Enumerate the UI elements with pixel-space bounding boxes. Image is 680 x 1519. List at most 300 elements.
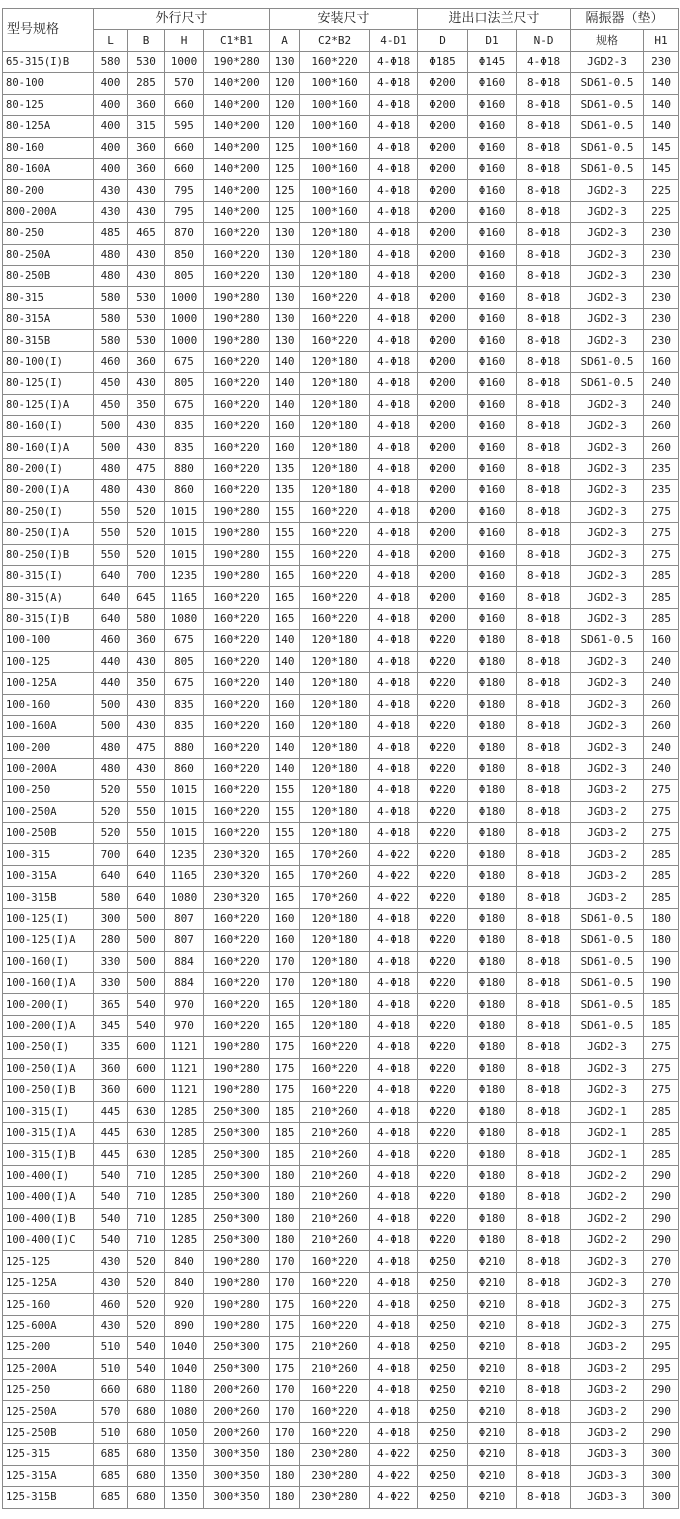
table-row xyxy=(3,801,679,822)
cell-c2b2: 230*280 xyxy=(300,1444,370,1465)
cell-4d1: 4-Φ18 xyxy=(370,137,418,158)
cell-model: 80-160A xyxy=(3,158,94,179)
cell-c1b1: 300*350 xyxy=(204,1465,270,1486)
cell-d1: Φ160 xyxy=(468,565,517,586)
cell-4d1: 4-Φ18 xyxy=(370,908,418,929)
cell-c2b2: 120*180 xyxy=(300,780,370,801)
cell-l: 345 xyxy=(94,1015,128,1036)
cell-spec: JGD2-3 xyxy=(571,458,644,479)
cell-model: 100-400(I) xyxy=(3,1165,94,1186)
cell-nd: 8-Φ18 xyxy=(517,887,571,908)
cell-4d1: 4-Φ18 xyxy=(370,994,418,1015)
cell-c1b1: 230*320 xyxy=(204,887,270,908)
table-row xyxy=(3,951,679,972)
cell-spec: SD61-0.5 xyxy=(571,1015,644,1036)
cell-model: 80-100(I) xyxy=(3,351,94,372)
cell-c2b2: 160*220 xyxy=(300,565,370,586)
cell-c1b1: 190*280 xyxy=(204,287,270,308)
cell-model: 125-250 xyxy=(3,1380,94,1401)
cell-nd: 8-Φ18 xyxy=(517,373,571,394)
cell-d1: Φ180 xyxy=(468,1101,517,1122)
cell-4d1: 4-Φ18 xyxy=(370,394,418,415)
cell-l: 460 xyxy=(94,630,128,651)
cell-c2b2: 210*260 xyxy=(300,1208,370,1229)
cell-d: Φ200 xyxy=(418,587,468,608)
cell-nd: 8-Φ18 xyxy=(517,651,571,672)
cell-d1: Φ180 xyxy=(468,1015,517,1036)
cell-4d1: 4-Φ22 xyxy=(370,865,418,886)
cell-a: 165 xyxy=(270,887,300,908)
cell-spec: JGD2-1 xyxy=(571,1144,644,1165)
cell-h1: 275 xyxy=(644,1037,679,1058)
cell-4d1: 4-Φ18 xyxy=(370,1208,418,1229)
cell-c1b1: 160*220 xyxy=(204,972,270,993)
cell-c2b2: 120*180 xyxy=(300,737,370,758)
cell-l: 685 xyxy=(94,1444,128,1465)
cell-spec: JGD2-3 xyxy=(571,737,644,758)
cell-d: Φ220 xyxy=(418,780,468,801)
cell-h: 1121 xyxy=(165,1058,204,1079)
table-row xyxy=(3,1294,679,1315)
cell-d: Φ250 xyxy=(418,1315,468,1336)
cell-b: 530 xyxy=(128,308,165,329)
cell-4d1: 4-Φ18 xyxy=(370,1315,418,1336)
cell-c2b2: 120*180 xyxy=(300,394,370,415)
cell-b: 500 xyxy=(128,951,165,972)
cell-d: Φ220 xyxy=(418,1058,468,1079)
cell-4d1: 4-Φ18 xyxy=(370,266,418,287)
cell-4d1: 4-Φ18 xyxy=(370,972,418,993)
table-row xyxy=(3,673,679,694)
cell-h: 1050 xyxy=(165,1422,204,1443)
cell-b: 630 xyxy=(128,1122,165,1143)
cell-4d1: 4-Φ18 xyxy=(370,1101,418,1122)
cell-4d1: 4-Φ18 xyxy=(370,737,418,758)
cell-a: 170 xyxy=(270,1401,300,1422)
cell-model: 80-160(I) xyxy=(3,416,94,437)
cell-4d1: 4-Φ18 xyxy=(370,1230,418,1251)
cell-b: 430 xyxy=(128,480,165,501)
cell-c1b1: 200*260 xyxy=(204,1401,270,1422)
table-row xyxy=(3,1401,679,1422)
cell-d: Φ200 xyxy=(418,180,468,201)
cell-c1b1: 160*220 xyxy=(204,673,270,694)
cell-a: 120 xyxy=(270,73,300,94)
cell-4d1: 4-Φ18 xyxy=(370,1037,418,1058)
cell-d1: Φ180 xyxy=(468,758,517,779)
cell-b: 430 xyxy=(128,758,165,779)
cell-4d1: 4-Φ18 xyxy=(370,951,418,972)
cell-h1: 140 xyxy=(644,73,679,94)
cell-h1: 275 xyxy=(644,1315,679,1336)
header-col-l: L xyxy=(94,30,128,51)
cell-nd: 8-Φ18 xyxy=(517,844,571,865)
cell-h: 1015 xyxy=(165,523,204,544)
cell-h1: 240 xyxy=(644,373,679,394)
cell-h1: 260 xyxy=(644,694,679,715)
cell-model: 80-200(I) xyxy=(3,458,94,479)
cell-l: 640 xyxy=(94,565,128,586)
cell-d1: Φ160 xyxy=(468,480,517,501)
cell-c2b2: 120*180 xyxy=(300,416,370,437)
cell-l: 580 xyxy=(94,287,128,308)
cell-h1: 180 xyxy=(644,930,679,951)
cell-d1: Φ180 xyxy=(468,630,517,651)
cell-c2b2: 120*180 xyxy=(300,651,370,672)
cell-d1: Φ210 xyxy=(468,1380,517,1401)
cell-spec: JGD3-3 xyxy=(571,1487,644,1508)
cell-d1: Φ160 xyxy=(468,137,517,158)
cell-d: Φ250 xyxy=(418,1272,468,1293)
table-row xyxy=(3,1144,679,1165)
cell-b: 285 xyxy=(128,73,165,94)
cell-h1: 160 xyxy=(644,630,679,651)
cell-4d1: 4-Φ18 xyxy=(370,1080,418,1101)
cell-a: 130 xyxy=(270,330,300,351)
cell-d: Φ220 xyxy=(418,887,468,908)
cell-c1b1: 190*280 xyxy=(204,501,270,522)
table-row xyxy=(3,844,679,865)
cell-l: 500 xyxy=(94,416,128,437)
cell-spec: JGD2-3 xyxy=(571,715,644,736)
cell-b: 520 xyxy=(128,1294,165,1315)
header-col-4d1: 4-D1 xyxy=(370,30,418,51)
cell-model: 125-250A xyxy=(3,1401,94,1422)
cell-d1: Φ210 xyxy=(468,1487,517,1508)
cell-h: 870 xyxy=(165,223,204,244)
cell-h: 840 xyxy=(165,1272,204,1293)
cell-c2b2: 210*260 xyxy=(300,1101,370,1122)
cell-nd: 8-Φ18 xyxy=(517,608,571,629)
cell-nd: 8-Φ18 xyxy=(517,330,571,351)
cell-a: 170 xyxy=(270,1422,300,1443)
cell-d: Φ220 xyxy=(418,1165,468,1186)
cell-a: 155 xyxy=(270,780,300,801)
cell-a: 130 xyxy=(270,51,300,72)
cell-b: 540 xyxy=(128,1015,165,1036)
cell-c1b1: 250*300 xyxy=(204,1165,270,1186)
cell-d: Φ250 xyxy=(418,1465,468,1486)
cell-d: Φ200 xyxy=(418,116,468,137)
cell-c2b2: 120*180 xyxy=(300,930,370,951)
cell-c1b1: 140*200 xyxy=(204,94,270,115)
cell-model: 100-125(I) xyxy=(3,908,94,929)
cell-d: Φ220 xyxy=(418,972,468,993)
cell-d1: Φ180 xyxy=(468,844,517,865)
cell-4d1: 4-Φ18 xyxy=(370,608,418,629)
cell-c2b2: 230*280 xyxy=(300,1465,370,1486)
cell-c2b2: 120*180 xyxy=(300,908,370,929)
cell-d: Φ200 xyxy=(418,201,468,222)
cell-a: 180 xyxy=(270,1444,300,1465)
cell-l: 450 xyxy=(94,394,128,415)
cell-h1: 230 xyxy=(644,287,679,308)
cell-4d1: 4-Φ18 xyxy=(370,480,418,501)
cell-4d1: 4-Φ18 xyxy=(370,673,418,694)
cell-d1: Φ160 xyxy=(468,351,517,372)
cell-a: 155 xyxy=(270,501,300,522)
cell-4d1: 4-Φ22 xyxy=(370,1444,418,1465)
cell-d: Φ200 xyxy=(418,480,468,501)
cell-c2b2: 160*220 xyxy=(300,1251,370,1272)
table-row xyxy=(3,1444,679,1465)
cell-nd: 8-Φ18 xyxy=(517,223,571,244)
cell-c1b1: 160*220 xyxy=(204,994,270,1015)
cell-c1b1: 190*280 xyxy=(204,1294,270,1315)
cell-l: 440 xyxy=(94,673,128,694)
cell-c1b1: 160*220 xyxy=(204,823,270,844)
cell-l: 640 xyxy=(94,865,128,886)
cell-a: 135 xyxy=(270,480,300,501)
cell-4d1: 4-Φ18 xyxy=(370,758,418,779)
cell-spec: JGD2-3 xyxy=(571,608,644,629)
header-col-a: A xyxy=(270,30,300,51)
cell-spec: JGD3-2 xyxy=(571,780,644,801)
cell-d1: Φ160 xyxy=(468,458,517,479)
cell-nd: 8-Φ18 xyxy=(517,180,571,201)
cell-c1b1: 250*300 xyxy=(204,1230,270,1251)
cell-h: 970 xyxy=(165,1015,204,1036)
cell-d1: Φ180 xyxy=(468,972,517,993)
cell-l: 640 xyxy=(94,608,128,629)
cell-c1b1: 190*280 xyxy=(204,1315,270,1336)
cell-a: 120 xyxy=(270,116,300,137)
cell-nd: 8-Φ18 xyxy=(517,951,571,972)
cell-b: 530 xyxy=(128,51,165,72)
cell-h: 807 xyxy=(165,908,204,929)
cell-b: 360 xyxy=(128,94,165,115)
cell-a: 185 xyxy=(270,1122,300,1143)
cell-h: 1080 xyxy=(165,608,204,629)
cell-b: 645 xyxy=(128,587,165,608)
cell-h1: 235 xyxy=(644,480,679,501)
cell-model: 80-315A xyxy=(3,308,94,329)
cell-h: 850 xyxy=(165,244,204,265)
cell-spec: JGD2-2 xyxy=(571,1165,644,1186)
cell-a: 140 xyxy=(270,351,300,372)
cell-c2b2: 210*260 xyxy=(300,1122,370,1143)
cell-h1: 145 xyxy=(644,137,679,158)
cell-l: 430 xyxy=(94,1272,128,1293)
cell-d1: Φ180 xyxy=(468,715,517,736)
table-row xyxy=(3,1337,679,1358)
cell-spec: JGD2-3 xyxy=(571,758,644,779)
cell-d1: Φ160 xyxy=(468,201,517,222)
cell-d1: Φ145 xyxy=(468,51,517,72)
table-row xyxy=(3,715,679,736)
cell-d: Φ220 xyxy=(418,694,468,715)
cell-l: 580 xyxy=(94,51,128,72)
cell-l: 365 xyxy=(94,994,128,1015)
cell-model: 80-200(I)A xyxy=(3,480,94,501)
table-row xyxy=(3,1315,679,1336)
cell-a: 160 xyxy=(270,930,300,951)
cell-d1: Φ160 xyxy=(468,158,517,179)
cell-l: 500 xyxy=(94,694,128,715)
cell-l: 540 xyxy=(94,1165,128,1186)
cell-model: 80-315(I)B xyxy=(3,608,94,629)
cell-d: Φ250 xyxy=(418,1380,468,1401)
table-row xyxy=(3,1165,679,1186)
cell-spec: JGD2-3 xyxy=(571,1272,644,1293)
table-row xyxy=(3,565,679,586)
cell-h1: 290 xyxy=(644,1230,679,1251)
cell-d: Φ200 xyxy=(418,287,468,308)
cell-h1: 180 xyxy=(644,908,679,929)
cell-b: 360 xyxy=(128,630,165,651)
cell-d: Φ250 xyxy=(418,1251,468,1272)
cell-h: 1040 xyxy=(165,1337,204,1358)
cell-c2b2: 120*180 xyxy=(300,351,370,372)
cell-h1: 290 xyxy=(644,1380,679,1401)
cell-4d1: 4-Φ18 xyxy=(370,116,418,137)
cell-h1: 145 xyxy=(644,158,679,179)
table-row xyxy=(3,887,679,908)
cell-model: 80-125 xyxy=(3,94,94,115)
table-row xyxy=(3,1015,679,1036)
cell-nd: 8-Φ18 xyxy=(517,351,571,372)
cell-4d1: 4-Φ22 xyxy=(370,1487,418,1508)
cell-h1: 285 xyxy=(644,608,679,629)
cell-l: 450 xyxy=(94,373,128,394)
cell-c2b2: 170*260 xyxy=(300,887,370,908)
header-col-spec: 规格 xyxy=(571,30,644,51)
cell-d: Φ220 xyxy=(418,1122,468,1143)
cell-h1: 275 xyxy=(644,1080,679,1101)
cell-d: Φ220 xyxy=(418,951,468,972)
cell-h: 1015 xyxy=(165,544,204,565)
cell-h1: 225 xyxy=(644,180,679,201)
cell-spec: JGD2-3 xyxy=(571,1294,644,1315)
cell-h1: 300 xyxy=(644,1487,679,1508)
cell-spec: JGD2-3 xyxy=(571,266,644,287)
cell-model: 100-400(I)A xyxy=(3,1187,94,1208)
cell-b: 520 xyxy=(128,1251,165,1272)
cell-b: 360 xyxy=(128,351,165,372)
cell-a: 165 xyxy=(270,1015,300,1036)
cell-nd: 8-Φ18 xyxy=(517,158,571,179)
cell-spec: JGD2-2 xyxy=(571,1208,644,1229)
cell-b: 580 xyxy=(128,608,165,629)
cell-4d1: 4-Φ18 xyxy=(370,523,418,544)
cell-c1b1: 160*220 xyxy=(204,951,270,972)
cell-c2b2: 120*180 xyxy=(300,673,370,694)
cell-b: 430 xyxy=(128,244,165,265)
cell-d: Φ200 xyxy=(418,544,468,565)
cell-c1b1: 160*220 xyxy=(204,373,270,394)
cell-spec: JGD2-3 xyxy=(571,565,644,586)
cell-nd: 8-Φ18 xyxy=(517,416,571,437)
table-row xyxy=(3,930,679,951)
cell-model: 80-200 xyxy=(3,180,94,201)
cell-d1: Φ180 xyxy=(468,694,517,715)
cell-nd: 8-Φ18 xyxy=(517,308,571,329)
cell-c2b2: 210*260 xyxy=(300,1358,370,1379)
cell-d: Φ220 xyxy=(418,1015,468,1036)
cell-l: 500 xyxy=(94,715,128,736)
cell-a: 130 xyxy=(270,244,300,265)
cell-spec: SD61-0.5 xyxy=(571,73,644,94)
cell-spec: JGD2-3 xyxy=(571,201,644,222)
cell-h1: 275 xyxy=(644,780,679,801)
cell-nd: 8-Φ18 xyxy=(517,930,571,951)
cell-spec: JGD2-2 xyxy=(571,1187,644,1208)
cell-c2b2: 120*180 xyxy=(300,801,370,822)
header-col-d1: D1 xyxy=(468,30,517,51)
cell-h: 835 xyxy=(165,715,204,736)
cell-c1b1: 250*300 xyxy=(204,1208,270,1229)
cell-h1: 285 xyxy=(644,1122,679,1143)
cell-nd: 8-Φ18 xyxy=(517,1337,571,1358)
cell-l: 520 xyxy=(94,823,128,844)
cell-b: 350 xyxy=(128,673,165,694)
cell-b: 430 xyxy=(128,694,165,715)
cell-h: 1285 xyxy=(165,1165,204,1186)
cell-l: 480 xyxy=(94,480,128,501)
cell-4d1: 4-Φ18 xyxy=(370,1401,418,1422)
cell-d1: Φ180 xyxy=(468,951,517,972)
cell-c2b2: 120*180 xyxy=(300,694,370,715)
cell-spec: JGD3-2 xyxy=(571,887,644,908)
cell-c1b1: 230*320 xyxy=(204,844,270,865)
cell-c2b2: 160*220 xyxy=(300,1401,370,1422)
cell-nd: 8-Φ18 xyxy=(517,137,571,158)
cell-b: 540 xyxy=(128,1337,165,1358)
cell-c2b2: 120*180 xyxy=(300,480,370,501)
cell-spec: JGD2-3 xyxy=(571,330,644,351)
cell-d1: Φ160 xyxy=(468,501,517,522)
cell-spec: JGD3-2 xyxy=(571,1422,644,1443)
cell-b: 640 xyxy=(128,844,165,865)
cell-spec: JGD2-1 xyxy=(571,1122,644,1143)
table-row xyxy=(3,630,679,651)
cell-spec: JGD2-2 xyxy=(571,1230,644,1251)
cell-a: 170 xyxy=(270,1380,300,1401)
cell-b: 500 xyxy=(128,908,165,929)
cell-h: 1080 xyxy=(165,887,204,908)
cell-d1: Φ180 xyxy=(468,908,517,929)
cell-4d1: 4-Φ18 xyxy=(370,73,418,94)
cell-spec: JGD2-3 xyxy=(571,437,644,458)
cell-4d1: 4-Φ18 xyxy=(370,308,418,329)
cell-d: Φ200 xyxy=(418,373,468,394)
cell-a: 140 xyxy=(270,394,300,415)
cell-d: Φ200 xyxy=(418,565,468,586)
cell-spec: SD61-0.5 xyxy=(571,972,644,993)
cell-h: 1080 xyxy=(165,1401,204,1422)
cell-nd: 8-Φ18 xyxy=(517,1422,571,1443)
cell-4d1: 4-Φ18 xyxy=(370,223,418,244)
cell-h: 675 xyxy=(165,351,204,372)
cell-4d1: 4-Φ18 xyxy=(370,201,418,222)
cell-c2b2: 160*220 xyxy=(300,1272,370,1293)
cell-a: 165 xyxy=(270,865,300,886)
cell-h1: 240 xyxy=(644,673,679,694)
cell-d1: Φ210 xyxy=(468,1251,517,1272)
cell-a: 135 xyxy=(270,458,300,479)
cell-model: 65-315(I)B xyxy=(3,51,94,72)
cell-spec: JGD3-3 xyxy=(571,1444,644,1465)
cell-l: 685 xyxy=(94,1487,128,1508)
cell-h1: 300 xyxy=(644,1444,679,1465)
cell-d: Φ200 xyxy=(418,73,468,94)
cell-l: 445 xyxy=(94,1101,128,1122)
cell-h1: 275 xyxy=(644,1294,679,1315)
cell-a: 185 xyxy=(270,1101,300,1122)
cell-d: Φ220 xyxy=(418,930,468,951)
cell-c2b2: 120*180 xyxy=(300,458,370,479)
cell-d: Φ220 xyxy=(418,1187,468,1208)
